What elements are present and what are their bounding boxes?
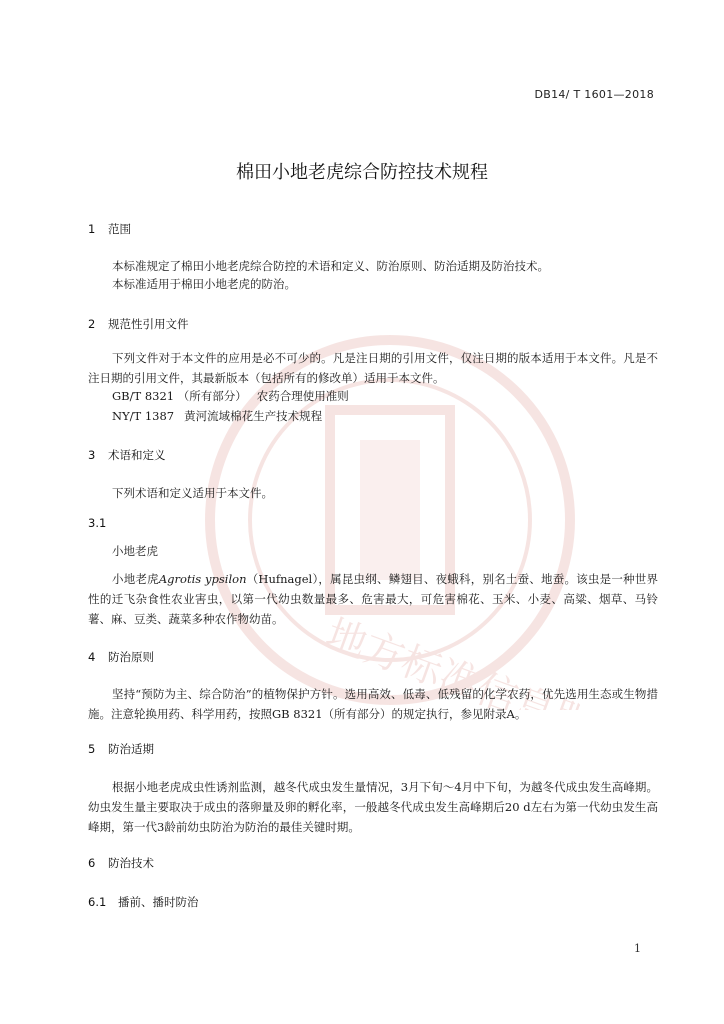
reference-2: NY/T 1387 黄河流域棉花生产技术规程 — [112, 409, 323, 423]
section-2-para-1: 下列文件对于本文件的应用是必不可少的。凡是注日期的引用文件，仅注日期的版本适用于本文件。凡是不注日期的引用文件，其最新版本（包括所有的修改单）适用于本文件。 — [88, 351, 658, 385]
section-5-heading: 5 防治适期 — [88, 742, 154, 756]
section-1-para-1: 本标准规定了棉田小地老虎综合防控的术语和定义、防治原则、防治适期及防治技术。 — [112, 259, 549, 273]
section-2-heading: 2 规范性引用文件 — [88, 317, 189, 331]
section-3-heading: 3 术语和定义 — [88, 448, 166, 462]
section-5-para-1: 根据小地老虎成虫性诱剂监测，越冬代成虫发生量情况，3月下旬～4月中下旬，为越冬代成虫发生高峰期。幼虫发生量主要取决于成虫的落卵量及卵的孵化率，一般越冬代成虫发生高峰期后20 d左右为第一代幼虫发生高峰期，第一代3龄前幼虫防治为防治的最佳关键时期。 — [88, 780, 658, 834]
watermark-text: 地方标准信息服务平台 — [319, 610, 580, 710]
term-heading: 小地老虎 — [112, 544, 158, 558]
page-number: 1 — [634, 942, 641, 955]
section-6-heading: 6 防治技术 — [88, 856, 154, 870]
term-definition: 小地老虎Agrotis ypsilon（Hufnagel），属昆虫纲、鳞翅目、夜蛾科，别名土蚕、地蚕。该虫是一种世界性的迁飞杂食性农业害虫，以第一代幼虫数量最多、危害最大，可危害棉花、玉米、小麦、高粱、烟草、马铃薯、麻、豆类、蔬菜多种农作物幼苗。 — [88, 572, 659, 626]
standard-code: DB14/ T 1601—2018 — [534, 88, 654, 101]
section-4-heading: 4 防治原则 — [88, 650, 154, 664]
reference-1: GB/T 8321 （所有部分） 农药合理使用准则 — [112, 389, 349, 403]
subsection-3-1-number: 3.1 — [88, 516, 107, 530]
section-4-para-1: 坚持“预防为主、综合防治”的植物保护方针。选用高效、低毒、低残留的化学农药，优先选用生态或生物措施。注意轮换用药、科学用药，按照GB 8321（所有部分）的规定执行，参见附录A。 — [88, 687, 658, 721]
section-1-heading: 1 范围 — [88, 222, 131, 236]
subsection-6-1-heading: 6.1 播前、播时防治 — [88, 895, 199, 909]
document-title: 棉田小地老虎综合防控技术规程 — [236, 162, 488, 183]
section-3-para-1: 下列术语和定义适用于本文件。 — [112, 486, 273, 500]
section-1-para-2: 本标准适用于棉田小地老虎的防治。 — [112, 277, 296, 291]
